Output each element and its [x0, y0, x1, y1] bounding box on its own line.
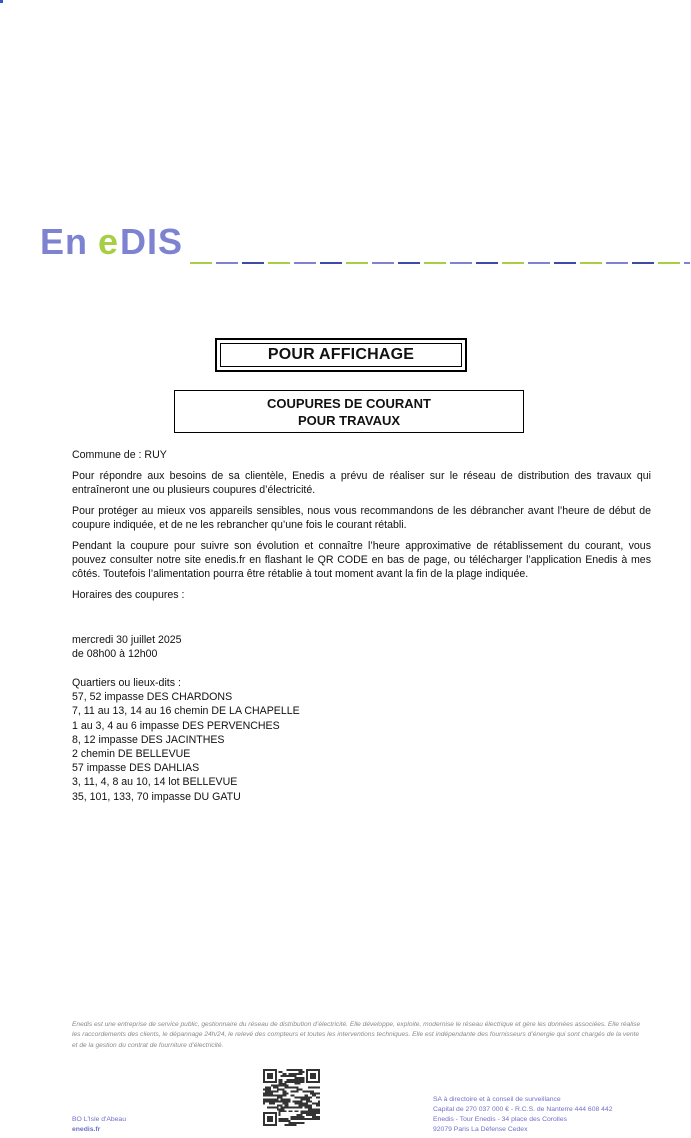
subtitle-line-1: COUPURES DE COURANT [267, 396, 431, 411]
places-label: Quartiers ou lieux-dits : [72, 677, 181, 689]
company-type: SA à directoire et à conseil de surveillance [433, 1096, 561, 1103]
places-block [72, 676, 472, 804]
paragraph-follow: Pendant la coupure pour suivre son évolution et connaître l’heure approximative de rétablissement du courant, vous pouvez consulter notre site enedis.fr en flashant le QR CODE en bas de page, ou télécharger l’application Enedis à mes côtés. Toutefois l’alimentation pourra être rétablie à tout moment avant la fin de la plage indiquée. [72, 540, 651, 580]
list-item: 8, 12 impasse DES JACINTHES [72, 733, 225, 746]
brand-divider-line [190, 251, 690, 253]
commune-line: Commune de : RUY [72, 449, 167, 461]
svg-text:DIS: DIS [120, 224, 184, 260]
divider-segment [450, 262, 472, 264]
list-item: 57 impasse DES DAHLIAS [72, 762, 200, 775]
divider-segment [528, 262, 550, 264]
divider-segment [476, 262, 498, 264]
schedule-block [72, 633, 472, 661]
divider-segment [606, 262, 628, 264]
footer-right-address [433, 1095, 612, 1135]
footer-left-address [72, 1115, 126, 1135]
svg-text:e: e [98, 224, 119, 260]
corner-mark [0, 0, 3, 3]
divider-segment [580, 262, 602, 264]
regional-office: BO L'Isle d'Abeau [72, 1116, 126, 1123]
hours-label: Horaires des coupures : [72, 589, 185, 601]
divider-segment [320, 262, 342, 264]
enedis-logo [40, 224, 190, 260]
paragraph-protect: Pour protéger au mieux vos appareils sensibles, nous vous recommandons de les débrancher avant l’heure de début de coupure indiquée, et de ne les rebrancher qu’une fois le courant rétabli. [72, 505, 651, 531]
divider-segment [502, 262, 524, 264]
subtitle-line-2: POUR TRAVAUX [297, 413, 401, 428]
company-city: 92079 Paris La Défense Cedex [433, 1126, 528, 1133]
divider-segment [554, 262, 576, 264]
qr-code-icon[interactable] [263, 1069, 320, 1126]
notice-body [72, 448, 651, 609]
list-item: 57, 52 impasse DES CHARDONS [72, 691, 233, 704]
legal-notice: Enedis est une entreprise de service public, gestionnaire du réseau de distribution d’électricité. Elle développe, exploite, modernise le réseau électrique et gère les données associées. Elle réalise les raccordements des clients, le dépannage 24h/24, le relevé des compteurs et toutes les interventions techniques. Elle est indépendante des fournisseurs d’énergie qui sont chargés de la vente et de la gestion du contrat de fourniture d’électricité. [72, 1021, 641, 1049]
divider-segment [372, 262, 394, 264]
svg-text:En: En [40, 224, 89, 260]
page-title: POUR AFFICHAGE [220, 343, 462, 367]
divider-segment [424, 262, 446, 264]
divider-segment [242, 262, 264, 264]
list-item: 1 au 3, 4 au 6 impasse DES PERVENCHES [72, 719, 280, 732]
company-address: Enedis - Tour Enedis - 34 place des Corolles [433, 1116, 567, 1123]
subtitle-frame [174, 390, 524, 433]
divider-segment [398, 262, 420, 264]
list-item: 35, 101, 133, 70 impasse DU GATU [72, 790, 241, 803]
divider-segment [658, 262, 680, 264]
list-item: 3, 11, 4, 8 au 10, 14 lot BELLEVUE [72, 776, 238, 789]
divider-segment [684, 262, 690, 264]
divider-segment [346, 262, 368, 264]
list-item: 7, 11 au 13, 14 au 16 chemin DE LA CHAPELLE [72, 705, 300, 718]
company-capital: Capital de 270 037 000 € - R.C.S. de Nanterre 444 608 442 [433, 1106, 613, 1113]
paragraph-needs: Pour répondre aux besoins de sa clientèle, Enedis a prévu de réaliser sur le réseau de distribution des travaux qui entraîneront une ou plusieurs coupures d’électricité. [72, 470, 651, 496]
divider-segment [294, 262, 316, 264]
divider-segment [190, 262, 212, 264]
title-frame [215, 338, 467, 372]
divider-segment [268, 262, 290, 264]
list-item: 2 chemin DE BELLEVUE [72, 748, 191, 761]
schedule-date: mercredi 30 juillet 2025 [72, 634, 182, 646]
divider-segment [632, 262, 654, 264]
website-link[interactable]: enedis.fr [72, 1126, 101, 1133]
schedule-time: de 08h00 à 12h00 [72, 648, 158, 661]
divider-segment [216, 262, 238, 264]
